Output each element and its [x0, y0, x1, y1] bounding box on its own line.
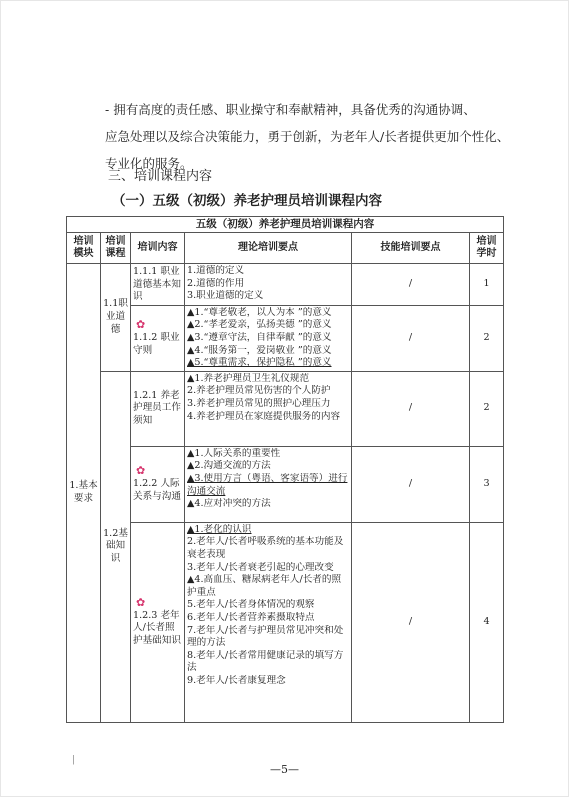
skill-cell: /: [352, 371, 470, 446]
module-cell: 1.基本要求: [67, 264, 101, 723]
theory-point: 2.老年人/长者呼吸系统的基本功能及衰老表现: [187, 536, 344, 560]
content-cell: [131, 305, 185, 371]
skill-cell: /: [352, 522, 470, 722]
theory-point: ▲4.应对冲突的方法: [187, 498, 271, 510]
theory-point: 2.道德的作用: [187, 277, 245, 289]
hours-cell: 1: [470, 264, 504, 306]
course-table: [66, 216, 504, 723]
theory-cell: [185, 522, 352, 722]
margin-mark: |: [72, 755, 76, 765]
page-number: —5—: [270, 763, 299, 776]
skill-cell: /: [352, 264, 470, 306]
header-course: 培训课程: [101, 233, 131, 264]
content-cell: 1.1.1 职业道德基本知识: [131, 264, 185, 306]
hours-cell: 4: [470, 522, 504, 722]
header-content: 培训内容: [131, 233, 185, 264]
theory-point: 9.老年人/长者康复理念: [187, 674, 286, 686]
theory-point: ▲3.“遵章守法，自律奉献 ”的意义: [187, 331, 332, 343]
flower-icon: ✿: [136, 318, 146, 332]
flower-icon: ✿: [136, 596, 146, 610]
course-cell: 1.2基础知识: [101, 371, 131, 722]
table-row: [67, 446, 504, 522]
content-cell: [131, 446, 185, 522]
hours-cell: 3: [470, 446, 504, 522]
content-cell: 1.2.1 养老护理员工作须知: [131, 371, 185, 446]
theory-point: 2.养老护理员常见伤害的个人防护: [187, 385, 331, 397]
theory-point: 7.老年人/长者与护理员常见冲突和处理的方法: [187, 624, 344, 649]
content-label: 1.2.3 老年人/长者照护基础知识: [133, 609, 181, 646]
table-header-row: [67, 233, 504, 264]
theory-cell: [185, 446, 352, 522]
theory-point: ▲4.“服务第一，爱岗敬业 ”的意义: [187, 344, 332, 356]
content-label: 1.1.2 职业守则: [133, 331, 180, 356]
theory-point: 4.养老护理员在家庭提供服务的内容: [187, 410, 341, 422]
theory-point: ▲1.养老护理员卫生礼仪规范: [187, 372, 310, 384]
subsection-heading: （一）五级（初级）养老护理员培训课程内容: [112, 193, 382, 209]
theory-point: 8.老年人/长者常用健康记录的填写方法: [187, 649, 344, 674]
theory-point: 3.养老护理员常见的照护心理压力: [187, 397, 331, 409]
hours-cell: 2: [470, 371, 504, 446]
theory-point: 5.老年人/长者身体情况的观察: [187, 599, 315, 611]
flower-icon: ✿: [136, 464, 146, 478]
theory-point: ▲3.使用方言（粤语、客家语等）进行沟通交流: [187, 472, 348, 497]
theory-point: ▲1.老化的认识: [187, 523, 252, 535]
theory-point: ▲5.“尊重需求，保护隐私 ”的意义: [187, 357, 332, 369]
intro-line: 应急处理以及综合决策能力，勇于创新，为老年人/长者提供更加个性化、: [105, 129, 510, 144]
theory-point: ▲1.“尊老敬老，以人为本 ”的意义: [187, 306, 332, 318]
theory-point: ▲4.高血压、糖尿病老年人/长者的照护重点: [187, 574, 342, 598]
table-row: [67, 264, 504, 306]
table-row: [67, 522, 504, 722]
theory-point: 6.老年人/长者营养素摄取特点: [187, 611, 315, 623]
skill-cell: /: [352, 305, 470, 371]
intro-line: 专业化的服务。: [105, 156, 193, 171]
theory-point: ▲2.沟通交流的方法: [187, 460, 271, 472]
content-label: 1.2.2 人际关系与沟通: [133, 477, 181, 502]
theory-point: ▲1.人际关系的重要性: [187, 447, 281, 459]
theory-cell: [185, 305, 352, 371]
course-cell: 1.1职业道德: [101, 264, 131, 372]
theory-cell: [185, 264, 352, 306]
theory-point: 3.老年人/长者衰老引起的心理改变: [187, 561, 334, 573]
header-theory: 理论培训要点: [185, 233, 352, 264]
theory-cell: [185, 371, 352, 446]
header-skill: 技能培训要点: [352, 233, 470, 264]
hours-cell: 2: [470, 305, 504, 371]
theory-point: 1.道德的定义: [187, 265, 245, 276]
intro-line: - 拥有高度的责任感、职业操守和奉献精神，具备优秀的沟通协调、: [105, 102, 476, 117]
content-cell: [131, 522, 185, 722]
theory-point: 3.职业道德的定义: [187, 290, 264, 302]
table-row: [67, 305, 504, 371]
header-hours: 培训学时: [470, 233, 504, 264]
table-row: [67, 371, 504, 446]
table-caption: 五级（初级）养老护理员培训课程内容: [67, 217, 504, 233]
header-module: 培训模块: [67, 233, 101, 264]
section-heading: 三、培训课程内容: [108, 169, 213, 184]
theory-point: ▲2.“孝老爱亲，弘扬美德 ”的意义: [187, 319, 332, 331]
skill-cell: /: [352, 446, 470, 522]
